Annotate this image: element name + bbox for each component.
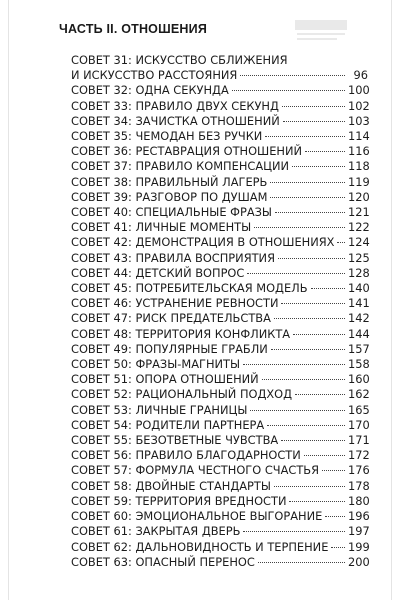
part-title: ЧАСТЬ II. ОТНОШЕНИЯ [59,22,208,36]
toc-entry [71,83,368,98]
dot-leader [278,258,345,259]
toc-entry [71,479,368,494]
toc-entry [71,403,368,418]
toc-entry-title: СОВЕТ 36: РЕСТАВРАЦИЯ ОТНОШЕНИЙ [71,144,303,159]
dot-leader [295,394,345,395]
dot-leader [250,410,345,411]
dot-leader [247,273,345,274]
toc-page-number: 170 [348,417,370,432]
toc-entry-title: СОВЕТ 35: ЧЕМОДАН БЕЗ РУЧКИ [71,129,263,144]
toc-entry [71,53,368,83]
toc-entry-title: СОВЕТ 48: ТЕРРИТОРИЯ КОНФЛИКТА [71,326,291,341]
toc-entry-title: СОВЕТ 40: СПЕЦИАЛЬНЫЕ ФРАЗЫ [71,205,272,220]
toc-entry-title: СОВЕТ 43: ПРАВИЛА ВОСПРИЯТИЯ [71,250,275,265]
toc-entry-title: СОВЕТ 49: ПОПУЛЯРНЫЕ ГРАБЛИ [71,341,268,356]
toc-entry [71,311,368,326]
toc-entry [71,494,368,509]
toc-entry [71,144,368,159]
toc-page-number: 125 [348,250,370,265]
toc-entry-title: СОВЕТ 55: БЕЗОТВЕТНЫЕ ЧУВСТВА [71,433,279,448]
toc-entry [71,433,368,448]
toc-page-number: 172 [348,448,370,463]
dot-leader [325,516,345,517]
dot-leader [275,212,345,213]
toc-page-number: 121 [348,205,370,220]
toc-entry [71,509,368,524]
toc-entry [71,540,368,555]
toc-entry [71,99,368,114]
toc-page-number: 120 [348,189,370,204]
dot-leader [331,547,345,548]
toc-entry [71,418,368,433]
toc-entry-title: СОВЕТ 54: РОДИТЕЛИ ПАРТНЕРА [71,417,265,432]
toc-entry [71,251,368,266]
toc-entry-title: СОВЕТ 50: ФРАЗЫ-МАГНИТЫ [71,357,241,372]
toc-entry [71,266,368,281]
toc-entry-title: СОВЕТ 39: РАЗГОВОР ПО ДУШАМ [71,189,268,204]
dot-leader [274,486,345,487]
toc-entry-title: СОВЕТ 38: ПРАВИЛЬНЫЙ ЛАГЕРЬ [71,174,268,189]
toc-entry [71,448,368,463]
toc-entry-title: СОВЕТ 42: ДЕМОНСТРАЦИЯ В ОТНОШЕНИЯХ [71,235,335,250]
toc-entry-title: СОВЕТ 34: ЗАЧИСТКА ОТНОШЕНИЙ [71,113,280,128]
toc-page-number: 116 [348,144,370,159]
toc-entry-title: СОВЕТ 62: ДАЛЬНОВИДНОСТЬ И ТЕРПЕНИЕ [71,539,329,554]
toc-entry-title: СОВЕТ 33: ПРАВИЛО ДВУХ СЕКУНД [71,98,279,113]
dot-leader [243,364,345,365]
toc-entry-title: СОВЕТ 63: ОПАСНЫЙ ПЕРЕНОС [71,554,255,569]
toc-entry-title: СОВЕТ 61: ЗАКРЫТАЯ ДВЕРЬ [71,524,241,539]
toc-page-number: 128 [348,265,370,280]
toc-page-number: 96 [353,68,368,83]
table-of-contents [71,53,368,570]
toc-entry [71,342,368,357]
toc-page-number: 140 [348,281,370,296]
toc-entry-title: СОВЕТ 47: РИСК ПРЕДАТЕЛЬСТВА [71,311,271,326]
toc-entry-title-line: СОВЕТ 31: ИСКУССТВО СБЛИЖЕНИЯ [71,53,288,67]
toc-entry-title: СОВЕТ 57: ФОРМУЛА ЧЕСТНОГО СЧАСТЬЯ [71,463,320,478]
toc-entry-title: СОВЕТ 45: ПОТРЕБИТЕЛЬСКАЯ МОДЕЛЬ [71,281,308,296]
toc-entry-title: СОВЕТ 53: ЛИЧНЫЕ ГРАНИЦЫ [71,402,248,417]
dot-leader [254,227,345,228]
dot-leader [243,531,345,532]
toc-page-number: 196 [348,509,370,524]
toc-page-number: 171 [348,433,370,448]
dot-leader [289,501,345,502]
toc-entry-title: СОВЕТ 37: ПРАВИЛО КОМПЕНСАЦИИ [71,159,290,174]
toc-entry-title: СОВЕТ 59: ТЕРРИТОРИЯ ВРЕДНОСТИ [71,493,287,508]
toc-entry [71,129,368,144]
toc-entry [71,205,368,220]
dot-leader [274,318,345,319]
dot-leader [337,242,345,243]
toc-page-number: 180 [348,493,370,508]
toc-page-number: 122 [348,220,370,235]
toc-page-number: 144 [348,326,370,341]
dot-leader [311,288,345,289]
dot-leader [281,303,345,304]
toc-entry-title: СОВЕТ 51: ОПОРА ОТНОШЕНИЙ [71,372,259,387]
book-page [9,0,391,600]
toc-page-number: 162 [348,387,370,402]
toc-page-number: 100 [348,83,370,98]
dot-leader [240,75,345,76]
toc-page-number: 102 [348,98,370,113]
toc-page-number: 197 [348,524,370,539]
dot-leader [304,455,345,456]
toc-entry [71,327,368,342]
dot-leader [282,106,345,107]
toc-page-number: 114 [348,129,370,144]
toc-page-number: 119 [348,174,370,189]
toc-page-number: 141 [348,296,370,311]
dot-leader [292,166,345,167]
toc-page-number: 160 [348,372,370,387]
toc-entry-title: СОВЕТ 46: УСТРАНЕНИЕ РЕВНОСТИ [71,296,279,311]
dot-leader [270,197,345,198]
toc-entry [71,175,368,190]
toc-entry [71,220,368,235]
toc-entry [71,357,368,372]
toc-page-number: 178 [348,478,370,493]
dot-leader [262,379,345,380]
toc-entry-title: СОВЕТ 56: ПРАВИЛО БЛАГОДАРНОСТИ [71,448,301,463]
dot-leader [232,90,345,91]
toc-page-number: 157 [348,341,370,356]
toc-entry [71,235,368,250]
toc-entry-title: СОВЕТ 58: ДВОЙНЫЕ СТАНДАРТЫ [71,478,271,493]
toc-page-number: 165 [348,402,370,417]
dot-leader [258,562,345,563]
toc-entry [71,372,368,387]
toc-entry [71,159,368,174]
toc-entry [71,555,368,570]
dot-leader [270,182,345,183]
bleed-through-mark [295,20,347,42]
toc-entry [71,524,368,539]
toc-entry [71,114,368,129]
dot-leader [267,425,345,426]
toc-page-number: 118 [348,159,370,174]
toc-page-number: 200 [348,554,370,569]
toc-page-number: 199 [348,539,370,554]
dot-leader [265,136,345,137]
dot-leader [281,440,345,441]
toc-page-number: 124 [348,235,370,250]
toc-entry-title: СОВЕТ 44: ДЕТСКИЙ ВОПРОС [71,265,245,280]
toc-entry-title: СОВЕТ 52: РАЦИОНАЛЬНЫЙ ПОДХОД [71,387,293,402]
toc-entry [71,296,368,311]
toc-entry-title: СОВЕТ 32: ОДНА СЕКУНДА [71,83,229,98]
toc-entry-title: И ИСКУССТВО РАССТОЯНИЯ [71,68,238,83]
dot-leader [322,470,345,471]
toc-entry [71,190,368,205]
toc-entry-title: СОВЕТ 60: ЭМОЦИОНАЛЬНОЕ ВЫГОРАНИЕ [71,509,323,524]
toc-entry [71,463,368,478]
toc-page-number: 103 [348,113,370,128]
dot-leader [305,151,345,152]
dot-leader [283,121,345,122]
dot-leader [293,334,345,335]
toc-entry [71,387,368,402]
toc-page-number: 176 [348,463,370,478]
toc-page-number: 142 [348,311,370,326]
toc-entry [71,281,368,296]
toc-page-number: 158 [348,357,370,372]
toc-entry-title: СОВЕТ 41: ЛИЧНЫЕ МОМЕНТЫ [71,220,252,235]
dot-leader [271,349,345,350]
